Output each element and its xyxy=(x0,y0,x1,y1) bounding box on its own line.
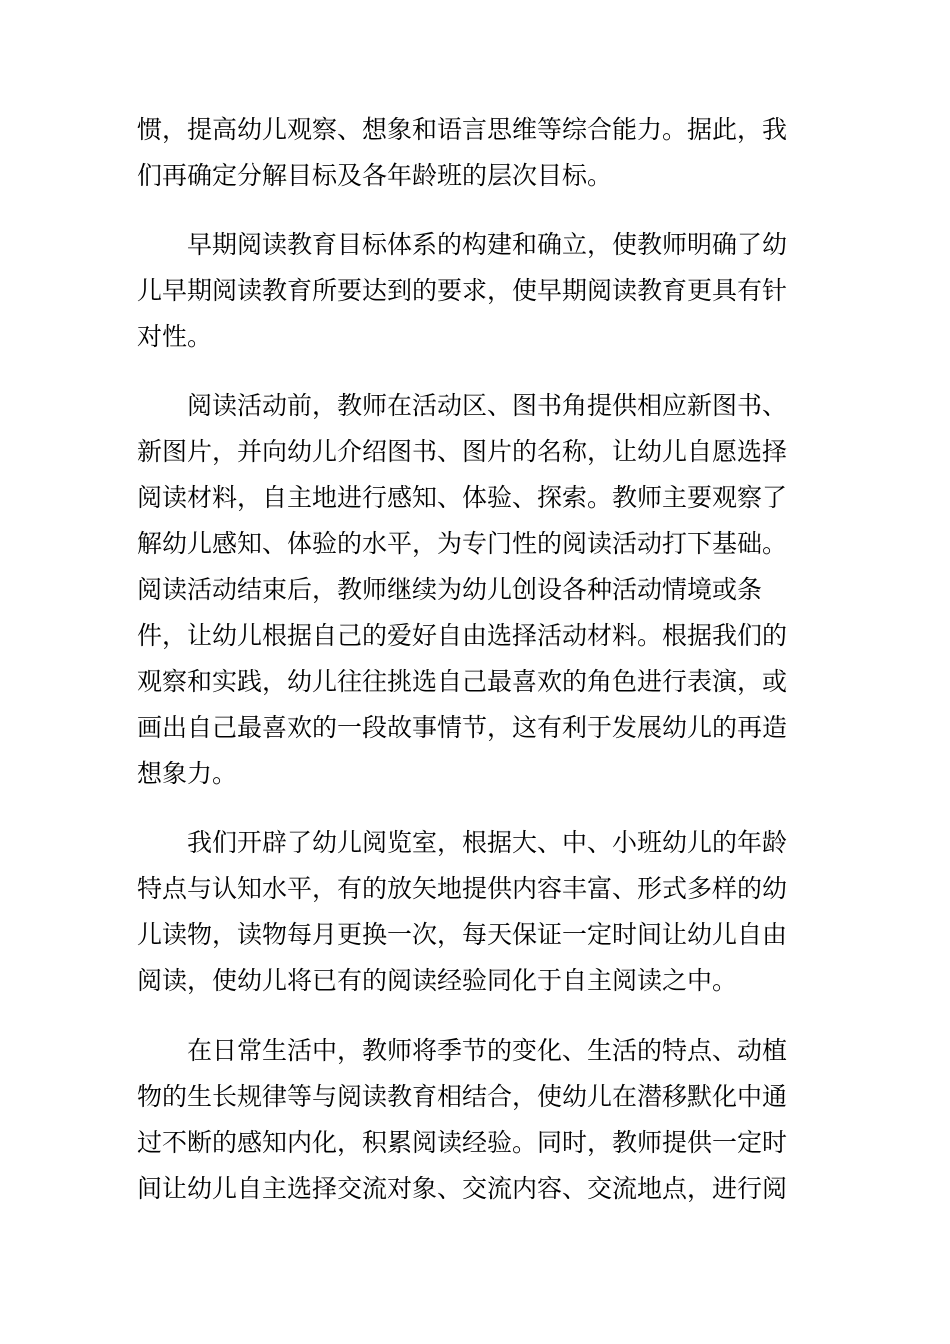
text-line: 件，让幼儿根据自己的爱好自由选择活动材料。根据我们的 xyxy=(137,621,788,650)
text-line: 物的生长规律等与阅读教育相结合，使幼儿在潜移默化中通 xyxy=(137,1082,788,1111)
text-line: 惯，提高幼儿观察、想象和语言思维等综合能力。据此，我 xyxy=(137,115,788,144)
text-line: 对性。 xyxy=(137,322,213,351)
text-line: 想象力。 xyxy=(137,759,238,788)
paragraph xyxy=(137,820,803,1004)
text-line: 间让幼儿自主选择交流对象、交流内容、交流地点，进行阅 xyxy=(137,1174,788,1203)
paragraph xyxy=(137,107,803,199)
text-line: 在日常生活中，教师将季节的变化、生活的特点、动植 xyxy=(187,1036,788,1065)
text-line: 儿读物，读物每月更换一次，每天保证一定时间让幼儿自由 xyxy=(137,920,788,949)
text-line: 儿早期阅读教育所要达到的要求，使早期阅读教育更具有针 xyxy=(137,276,788,305)
text-line: 画出自己最喜欢的一段故事情节，这有利于发展幼儿的再造 xyxy=(137,713,788,742)
text-line: 阅读，使幼儿将已有的阅读经验同化于自主阅读之中。 xyxy=(137,966,738,995)
paragraph xyxy=(137,1028,803,1212)
text-line: 观察和实践，幼儿往往挑选自己最喜欢的角色进行表演，或 xyxy=(137,667,788,696)
paragraph xyxy=(137,383,803,797)
text-line: 新图片，并向幼儿介绍图书、图片的名称，让幼儿自愿选择 xyxy=(137,437,788,466)
text-line: 特点与认知水平，有的放矢地提供内容丰富、形式多样的幼 xyxy=(137,874,788,903)
text-line: 解幼儿感知、体验的水平，为专门性的阅读活动打下基础。 xyxy=(137,529,788,558)
text-line: 阅读活动结束后，教师继续为幼儿创设各种活动情境或条 xyxy=(137,575,763,604)
paragraph xyxy=(137,222,803,360)
text-line: 过不断的感知内化，积累阅读经验。同时，教师提供一定时 xyxy=(137,1128,788,1157)
text-line: 阅读材料，自主地进行感知、体验、探索。教师主要观察了 xyxy=(137,483,788,512)
text-line: 早期阅读教育目标体系的构建和确立，使教师明确了幼 xyxy=(187,230,788,259)
text-line: 我们开辟了幼儿阅览室，根据大、中、小班幼儿的年龄 xyxy=(187,828,788,857)
text-line: 们再确定分解目标及各年龄班的层次目标。 xyxy=(137,161,613,190)
text-line: 阅读活动前，教师在活动区、图书角提供相应新图书、 xyxy=(187,391,788,420)
